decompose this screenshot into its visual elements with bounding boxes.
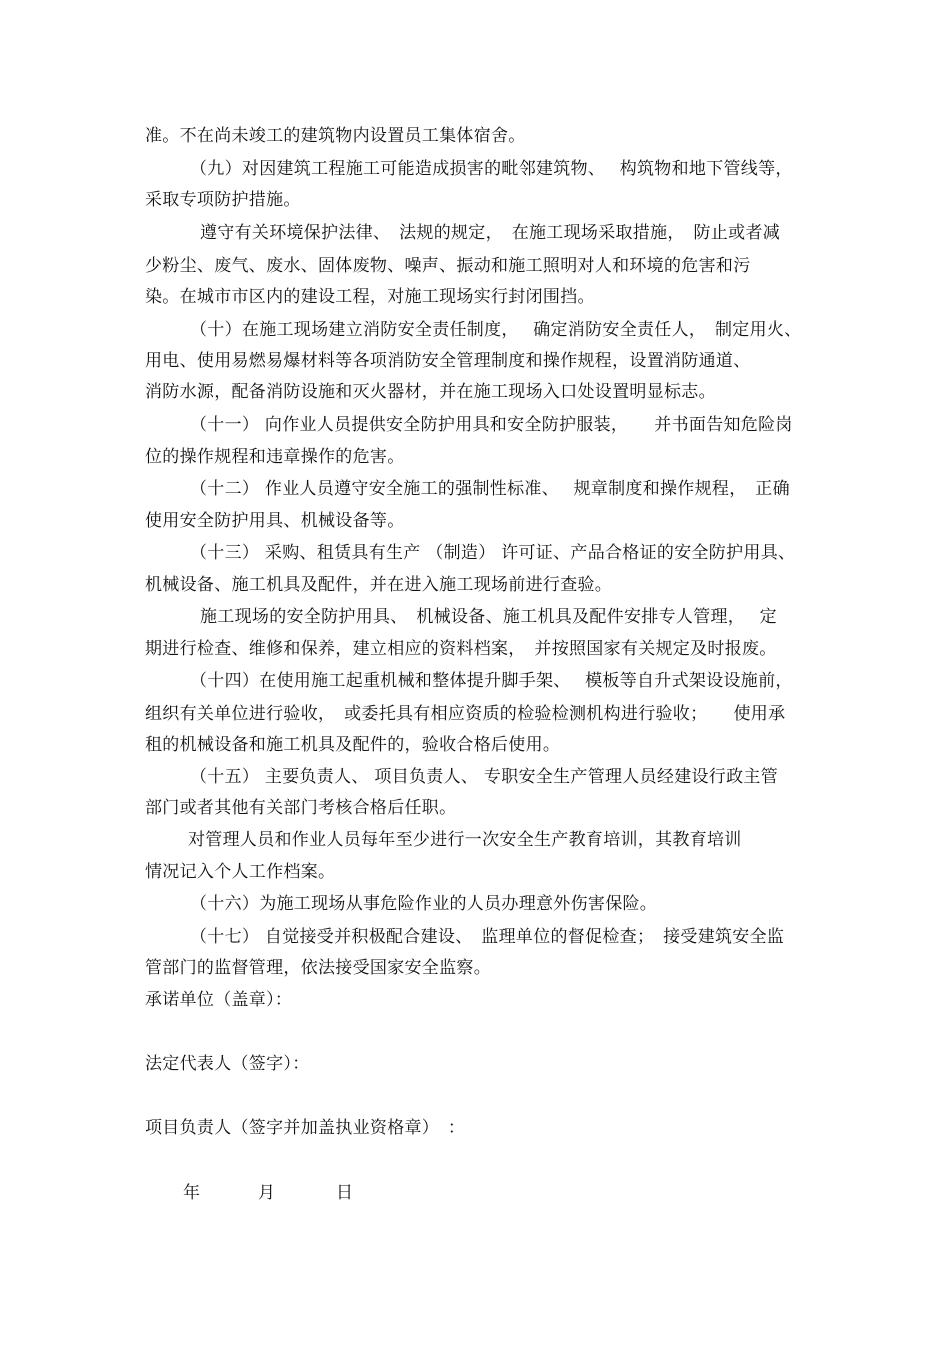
- paragraph-line: （十六）为施工现场从事危险作业的人员办理意外伤害保险。: [190, 894, 658, 914]
- paragraph-line: （十三） 采购、租赁具有生产 （制造） 许可证、产品合格证的安全防护用具、: [190, 543, 796, 563]
- paragraph-line: （十五） 主要负责人、 项目负责人、 专职安全生产管理人员经建设行政主管: [190, 767, 779, 787]
- paragraph-line: 采取专项防护措施。: [145, 190, 301, 210]
- paragraph-line: 位的操作规程和违章操作的危害。: [145, 447, 405, 467]
- paragraph-line: 管部门的监督管理，依法接受国家安全监察。: [145, 958, 491, 978]
- paragraph-line: （十七） 自觉接受并积极配合建设、 监理单位的督促检查； 接受建筑安全监: [190, 927, 785, 947]
- date-year: 年: [183, 1183, 200, 1203]
- signature-unit: 承诺单位（盖章）：: [145, 990, 293, 1010]
- paragraph-line: 使用安全防护用具、机械设备等。: [145, 511, 405, 531]
- signature-legal-rep: 法定代表人（签字）：: [145, 1054, 310, 1074]
- paragraph-line: 遵守有关环境保护法律、 法规的规定， 在施工现场采取措施， 防止或者减: [200, 223, 780, 243]
- paragraph-line: 情况记入个人工作档案。: [145, 862, 336, 882]
- paragraph-line: 准。不在尚未竣工的建筑物内设置员工集体宿舍。: [145, 126, 526, 146]
- signature-project-lead: 项目负责人（签字并加盖执业资格章） ：: [145, 1118, 466, 1138]
- paragraph-line: 期进行检查、维修和保养，建立相应的资料档案， 并按照国家有关规定及时报废。: [145, 639, 777, 659]
- paragraph-line: （十四）在使用施工起重机械和整体提升脚手架、 模板等自升式架设设施前，: [190, 671, 793, 691]
- paragraph-line: （十二） 作业人员遵守安全施工的强制性标准、 规章制度和操作规程， 正确: [190, 479, 790, 499]
- date-month: 月: [258, 1183, 275, 1203]
- paragraph-line: 对管理人员和作业人员每年至少进行一次安全生产教育培训，其教育培训: [188, 830, 742, 850]
- paragraph-line: 机械设备、施工机具及配件，并在进入施工现场前进行查验。: [145, 575, 613, 595]
- paragraph-line: （十）在施工现场建立消防安全责任制度， 确定消防安全责任人， 制定用火、: [190, 320, 802, 340]
- paragraph-line: 租的机械设备和施工机具及配件的，验收合格后使用。: [145, 735, 561, 755]
- paragraph-line: 施工现场的安全防护用具、 机械设备、施工机具及配件安排专人管理， 定: [200, 607, 777, 627]
- paragraph-line: 组织有关单位进行验收， 或委托具有相应资质的检验检测机构进行验收； 使用承: [145, 704, 786, 724]
- paragraph-line: （十一） 向作业人员提供安全防护用具和安全防护服装， 并书面告知危险岗: [190, 415, 793, 435]
- date-day: 日: [336, 1183, 353, 1203]
- paragraph-line: 少粉尘、废气、废水、固体废物、噪声、振动和施工照明对人和环境的危害和污: [145, 256, 751, 276]
- paragraph-line: （九）对因建筑工程施工可能造成损害的毗邻建筑物、 构筑物和地下管线等，: [190, 159, 793, 179]
- paragraph-line: 染。在城市市区内的建设工程，对施工现场实行封闭围挡。: [145, 287, 595, 307]
- paragraph-line: 用电、使用易燃易爆材料等各项消防安全管理制度和操作规程，设置消防通道、: [145, 351, 751, 371]
- paragraph-line: 部门或者其他有关部门考核合格后任职。: [145, 798, 457, 818]
- paragraph-line: 消防水源，配备消防设施和灭火器材，并在施工现场入口处设置明显标志。: [145, 382, 716, 402]
